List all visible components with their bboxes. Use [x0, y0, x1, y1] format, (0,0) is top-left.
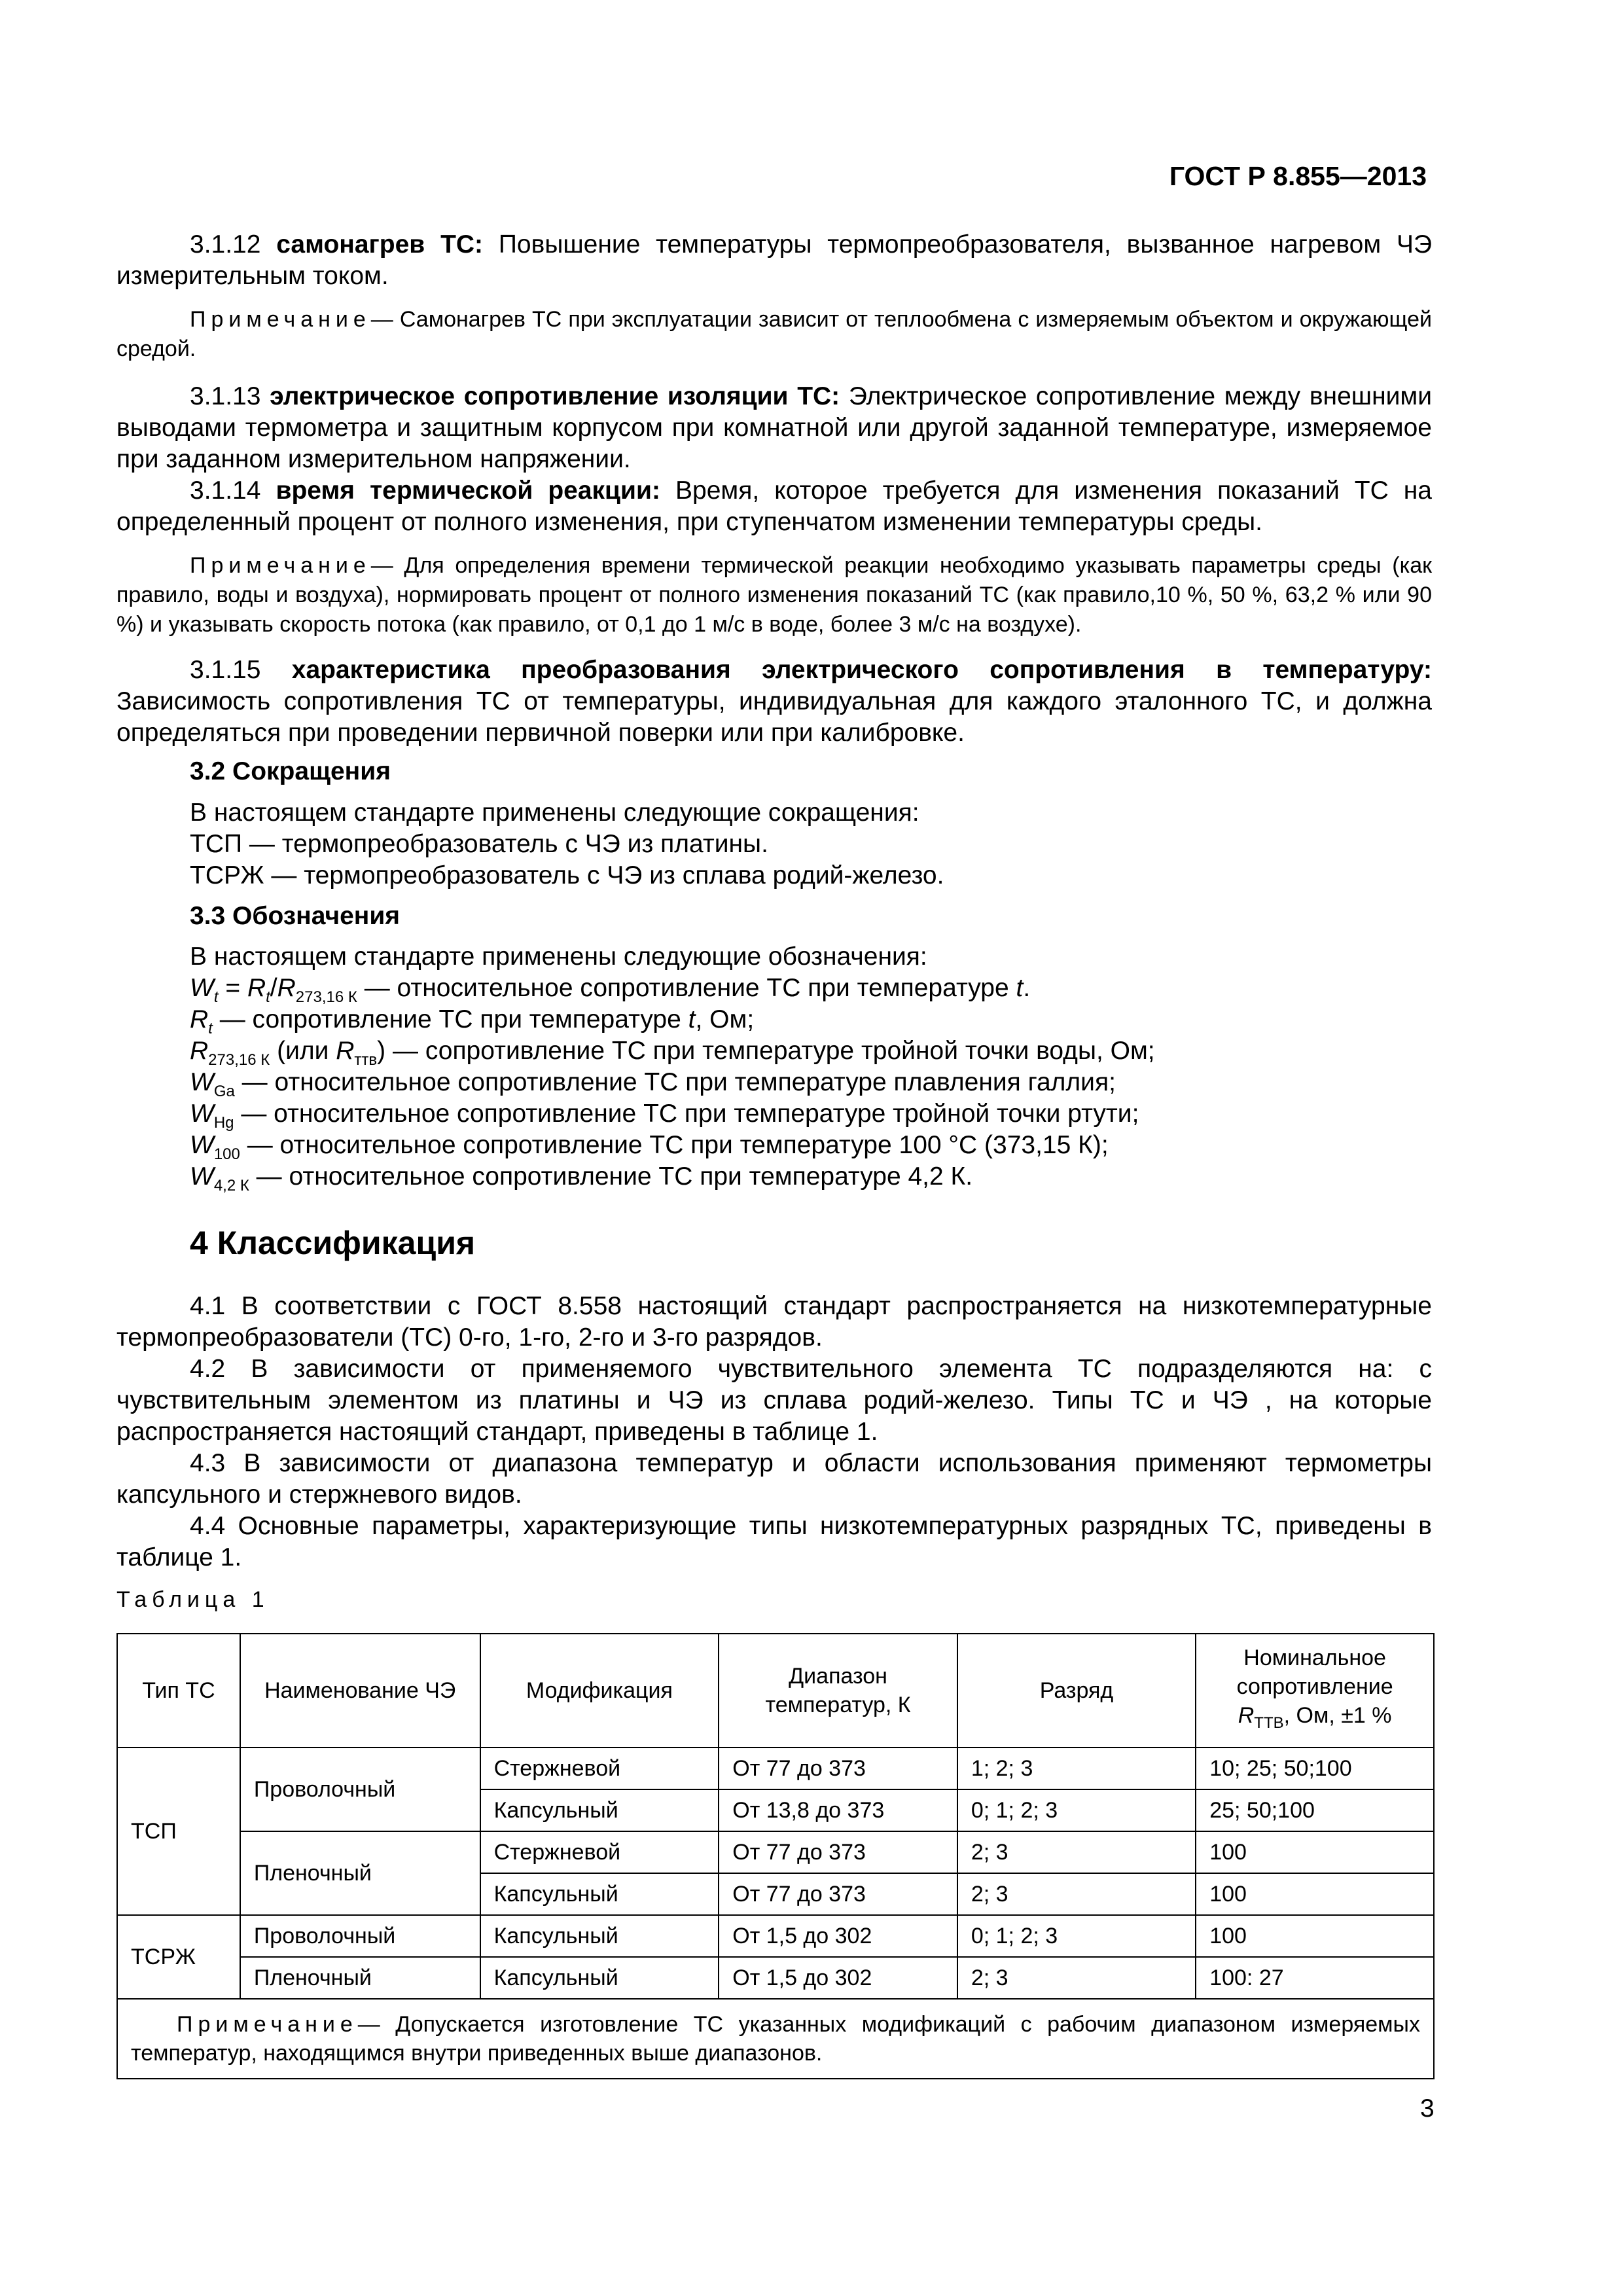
table-1 — [116, 1633, 1435, 2079]
table-cell: От 77 до 373 — [719, 1873, 957, 1915]
table-cell: 0; 1; 2; 3 — [957, 1915, 1196, 1957]
table-row — [117, 1957, 1434, 1999]
table-cell: От 1,5 до 302 — [719, 1915, 957, 1957]
designation-item: $W_{Hg}$ — относительное сопротивление ТС при температуре тройной точки ртути; — [190, 1100, 1139, 1132]
table-cell: 100: 27 — [1196, 1957, 1434, 1999]
table-caption: Таблица 1 — [116, 1587, 270, 1612]
section-3-2-intro: В настоящем стандарте применены следующие сокращения: — [190, 798, 919, 827]
term: самонагрев ТС: — [276, 230, 484, 259]
paragraph-4-4: 4.4 Основные параметры, характеризующие типы низкотемпературных разрядных ТС, приведены в таблице 1. — [116, 1512, 1432, 1571]
table-cell: Стержневой — [480, 1831, 719, 1873]
header-cell: Модификация — [480, 1634, 719, 1748]
type-cell: ТСП — [117, 1748, 240, 1915]
paragraph-3-1-13 — [116, 381, 1432, 475]
table-cell: 2; 3 — [957, 1873, 1196, 1915]
paragraph-4-2: 4.2 В зависимости от применяемого чувствительного элемента ТС подразделяются на: с чувствительным элементом из платины и ЧЭ из сплава родий-железо. Типы ТС и ЧЭ , на которые распространяется настоящий стандарт, приведены в таблице 1. — [116, 1355, 1432, 1446]
note-label: Примечание — [190, 553, 371, 578]
element-cell: Пленочный — [240, 1831, 480, 1915]
table-cell: Капсульный — [480, 1915, 719, 1957]
document-header: ГОСТ Р 8.855—2013 — [1169, 161, 1427, 191]
header-cell: Наименование ЧЭ — [240, 1634, 480, 1748]
clause-number: 3.1.14 — [190, 476, 261, 505]
table-row — [117, 1831, 1434, 1873]
table-cell: 2; 3 — [957, 1957, 1196, 1999]
paragraph-3-1-12 — [116, 229, 1432, 292]
designation-item: $R_{273,16 К}$ (или $R_{ттв}$) — сопротивление ТС при температуре тройной точки воды, Ом; — [190, 1037, 1155, 1069]
definition: Время, которое требуется для изменения показаний ТС на определенный процент от полного изменения, при ступенчатом изменении температуры среды. — [116, 476, 1433, 536]
table-note: Примечание— Допускается изготовление ТС указанных модификаций с рабочим диапазоном измеряемых температур, находящимся внутри приведенных выше диапазонов. — [117, 1999, 1434, 2079]
table-cell: От 77 до 373 — [719, 1748, 957, 1789]
clause-number: 3.1.13 — [190, 382, 261, 410]
table-cell: Капсульный — [480, 1873, 719, 1915]
paragraph-3-1-15 — [116, 655, 1432, 749]
note-text: — Самонагрев ТС при эксплуатации зависит от теплообмена с измеряемым объектом и окружающей средой. — [116, 307, 1432, 361]
designation-item: $R_t$ — сопротивление ТС при температуре t, Ом; — [190, 1005, 755, 1037]
table-cell: Капсульный — [480, 1789, 719, 1831]
note-text: — Для определения времени термической реакции необходимо указывать параметры среды (как правило, воды и воздуха), нормировать процент от полного изменения показаний ТС (как правило,10 %, 50 %, 63,2 % или 90 %) и указывать скорость потока (как правило, от 0,1 до 1 м/с в воде, более 3 м/с на воздухе). — [116, 553, 1432, 637]
term: характеристика преобразования электрического сопротивления в температуру: — [291, 656, 1432, 684]
table-cell: 1; 2; 3 — [957, 1748, 1196, 1789]
table-cell: От 13,8 до 373 — [719, 1789, 957, 1831]
header-cell: Номинальное сопротивление $R_{ТТВ}$, Ом, ±1 % — [1196, 1634, 1434, 1748]
section-3-2-title: 3.2 Сокращения — [190, 757, 391, 785]
paragraph-4-1: 4.1 В соответствии с ГОСТ 8.558 настоящий стандарт распространяется на низкотемпературные термопреобразователи (ТС) 0-го, 1-го, 2-го и 3-го разрядов. — [116, 1292, 1432, 1352]
page-number: 3 — [1420, 2094, 1435, 2123]
table-cell: Стержневой — [480, 1748, 719, 1789]
term: время термической реакции: — [276, 476, 660, 505]
table-cell: 2; 3 — [957, 1831, 1196, 1873]
term: электрическое сопротивление изоляции ТС: — [270, 382, 840, 410]
abbreviation-item: ТСРЖ — термопреобразователь с ЧЭ из сплава родий-железо. — [190, 861, 944, 889]
header-cell: Тип ТС — [117, 1634, 240, 1748]
definition: Электрическое сопротивление между внешними выводами термометра и защитным корпусом при комнатной или другой заданной температуре, измеряемое при заданном измерительном напряжении. — [116, 382, 1432, 473]
designation-item: $W_{Ga}$ — относительное сопротивление ТС при температуре плавления галлия; — [190, 1068, 1116, 1100]
definition: Повышение температуры термопреобразователя, вызванное нагревом ЧЭ измерительным током. — [116, 230, 1432, 290]
table-cell: 100 — [1196, 1873, 1434, 1915]
element-cell: Проволочный — [240, 1748, 480, 1831]
table-cell: 10; 25; 50;100 — [1196, 1748, 1434, 1789]
section-3-3-intro: В настоящем стандарте применены следующие обозначения: — [190, 942, 927, 971]
note-self-heating — [116, 305, 1432, 364]
paragraph-3-1-14 — [116, 475, 1432, 538]
table-cell: 25; 50;100 — [1196, 1789, 1434, 1831]
note-thermal-response — [116, 551, 1432, 639]
table-row — [117, 1748, 1434, 1789]
type-cell: ТСРЖ — [117, 1915, 240, 1999]
definition: Зависимость сопротивления ТС от температуры, индивидуальная для каждого эталонного ТС, и должна определяться при проведении первичной поверки или при калибровке. — [116, 687, 1432, 747]
element-cell: Проволочный — [240, 1915, 480, 1957]
table-header-row — [117, 1634, 1434, 1748]
clause-number: 3.1.12 — [190, 230, 261, 259]
table-cell: 0; 1; 2; 3 — [957, 1789, 1196, 1831]
table-cell: 100 — [1196, 1915, 1434, 1957]
designation-item: $W_{100}$ — относительное сопротивление ТС при температуре 100 °С (373,15 К); — [190, 1131, 1109, 1163]
table-cell: 100 — [1196, 1831, 1434, 1873]
section-3-3-title: 3.3 Обозначения — [190, 902, 401, 930]
section-4-title: 4 Классификация — [190, 1225, 476, 1261]
table-row — [117, 1915, 1434, 1957]
designation-item: $W_{4,2 К}$ — относительное сопротивление ТС при температуре 4,2 К. — [190, 1162, 973, 1194]
table-cell: От 1,5 до 302 — [719, 1957, 957, 1999]
table-cell: Капсульный — [480, 1957, 719, 1999]
abbreviation-item: ТСП — термопреобразователь с ЧЭ из платины. — [190, 830, 768, 858]
paragraph-4-3: 4.3 В зависимости от диапазона температур и области использования применяют термометры капсульного и стержневого видов. — [116, 1449, 1432, 1509]
table-note-row — [117, 1999, 1434, 2079]
clause-number: 3.1.15 — [190, 656, 261, 684]
table-cell: От 77 до 373 — [719, 1831, 957, 1873]
note-label: Примечание — [190, 307, 371, 332]
header-cell: Разряд — [957, 1634, 1196, 1748]
element-cell: Пленочный — [240, 1957, 480, 1999]
designation-item: $W_t = R_t/R_{273,16 К}$ — относительное сопротивление ТС при температуре t. — [190, 974, 1031, 1006]
header-cell: Диапазон температур, К — [719, 1634, 957, 1748]
